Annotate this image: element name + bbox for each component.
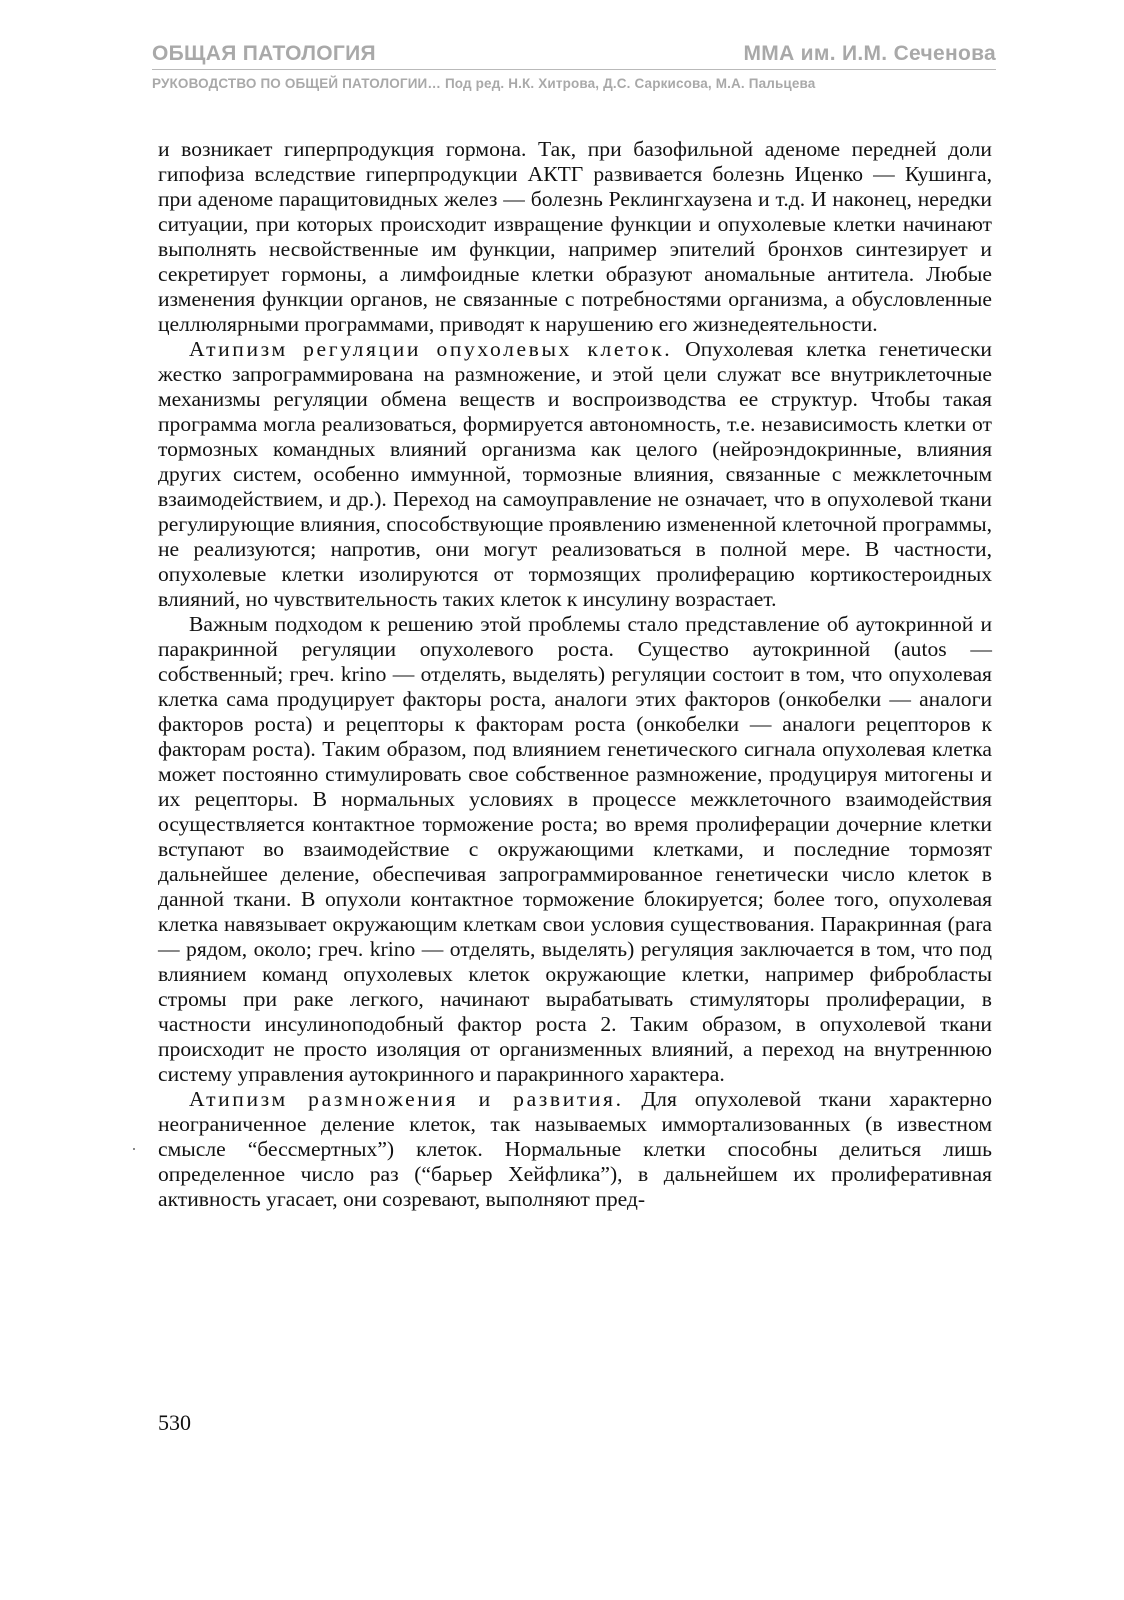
paragraph-3: [158, 612, 992, 1087]
paragraph-4-lead: Атипизм размножения и развития.: [189, 1087, 624, 1111]
header-divider: [152, 69, 996, 70]
scan-speck: [133, 1148, 135, 1150]
book-subtitle: РУКОВОДСТВО ПО ОБЩЕЙ ПАТОЛОГИИ… Под ред. Н.К. Хитрова, Д.С. Саркисова, М.А. Пальцева: [152, 76, 816, 91]
publisher-org: ММА им. И.М. Сеченова: [743, 42, 996, 65]
book-title: ОБЩАЯ ПАТОЛОГИЯ: [152, 42, 376, 65]
page-number: 530: [158, 1410, 191, 1435]
paragraph-4: [158, 1087, 992, 1212]
paragraph-1: [158, 137, 992, 337]
header-row: [152, 42, 996, 68]
paragraph-2-text: Опухолевая клетка генетически жестко запрограммирована на размножение, и этой цели служат все внутриклеточные механизмы регуляции обмена веществ и воспроизводства ее структур. Чтобы такая программа могла реализоваться, формируется автономность, т.е. независимость клетки от тормозных командных влияний организма как целого (нейроэндокринные, влияния других систем, особенно иммунной, тормозные влияния, связанные с межклеточным взаимодействием, и др.). Переход на самоуправление не означает, что в опухолевой ткани регулирующие влияния, способствующие проявлению измененной клеточной программы, не реализуются; напротив, они могут реализоваться в полной мере. В частности, опухолевые клетки изолируются от тормозящих пролиферацию кортикостероидных влияний, но чувствительность таких клеток к инсулину возрастает.: [158, 337, 992, 611]
paragraph-2: [158, 337, 992, 612]
paragraph-4-text: Для опухолевой ткани характерно неограниченное деление клеток, так называемых иммортализованных (в известном смысле “бессмертных”) клеток. Нормальные клетки способны делиться лишь определенное число раз (“барьер Хейфлика”), в дальнейшем их пролиферативная активность угасает, они созревают, выполняют пред-: [158, 1087, 992, 1211]
running-header: [152, 42, 996, 91]
page-body: [158, 137, 992, 1212]
paragraph-2-lead: Атипизм регуляции опухолевых клеток.: [189, 337, 673, 361]
paragraph-3-text: Важным подходом к решению этой проблемы стало представление об аутокринной и паракринной регуляции опухолевого роста. Существо аутокринной (autos — собственный; греч. krino — отделять, выделять) регуляции состоит в том, что опухолевая клетка сама продуцирует факторы роста, аналоги этих факторов (онкобелки — аналоги факторов роста) и рецепторы к факторам роста (онкобелки — аналоги рецепторов к факторам роста). Таким образом, под влиянием генетического сигнала опухолевая клетка может постоянно стимулировать свое собственное размножение, продуцируя митогены и их рецепторы. В нормальных условиях в процессе межклеточного взаимодействия осуществляется контактное торможение роста; во время пролиферации дочерние клетки вступают во взаимодействие с окружающими клетками, и последние тормозят дальнейшее деление, обеспечивая запрограммированное генетически число клеток в данной ткани. В опухоли контактное торможение блокируется; более того, опухолевая клетка навязывает окружающим клеткам свои условия существования. Паракринная (para — рядом, около; греч. krino — отделять, выделять) регуляция заключается в том, что под влиянием команд опухолевых клеток окружающие клетки, например фибробласты стромы при раке легкого, начинают вырабатывать стимуляторы пролиферации, в частности инсулиноподобный фактор роста 2. Таким образом, в опухолевой ткани происходит не просто изоляция от организменных влияний, а переход на внутреннюю систему управления аутокринного и паракринного характера.: [158, 612, 992, 1086]
paragraph-1-text: и возникает гиперпродукция гормона. Так, при базофильной аденоме передней доли гипофиза вследствие гиперпродукции АКТГ развивается болезнь Иценко — Кушинга, при аденоме паращитовидных желез — болезнь Реклингхаузена и т.д. И наконец, нередки ситуации, при которых происходит извращение функции и опухолевые клетки начинают выполнять несвойственные им функции, например эпителий бронхов синтезирует и секретирует гормоны, а лимфоидные клетки образуют аномальные антитела. Любые изменения функции органов, не связанные с потребностями организма, а обусловленные целлюлярными программами, приводят к нарушению его жизнедеятельности.: [158, 137, 992, 336]
